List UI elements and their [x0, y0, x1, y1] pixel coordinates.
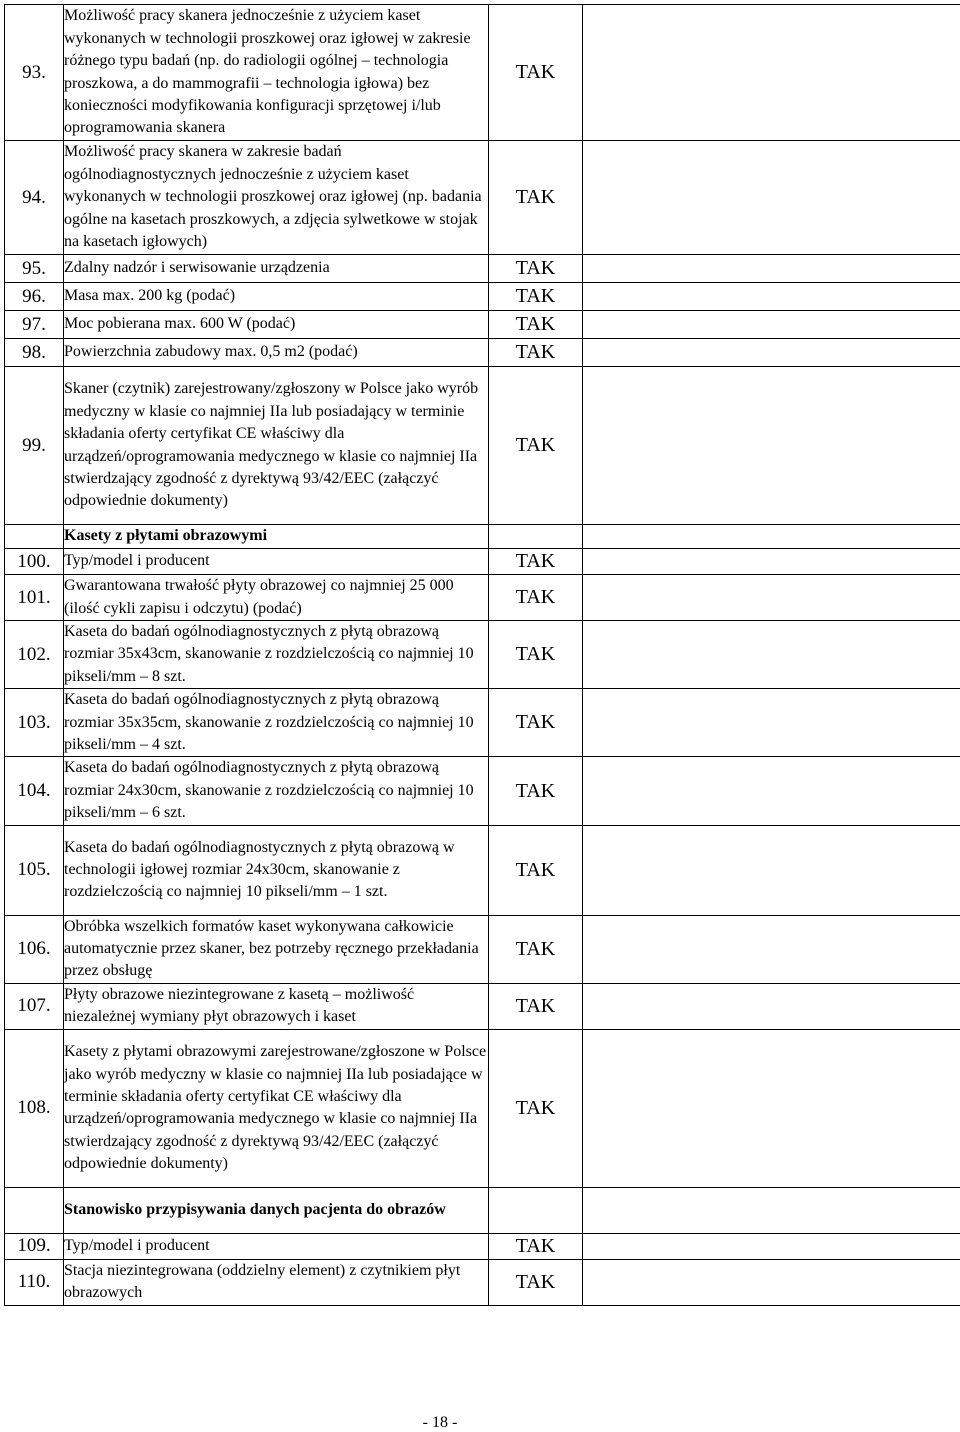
row-number: 104.	[5, 757, 64, 825]
row-description: Typ/model i producent	[64, 1233, 489, 1259]
empty-cell	[583, 141, 960, 255]
table-row	[5, 689, 960, 757]
row-number: 108.	[5, 1029, 64, 1187]
empty-cell	[583, 255, 960, 283]
empty-cell	[5, 1187, 64, 1233]
row-description: Masa max. 200 kg (podać)	[64, 283, 489, 311]
table-row	[5, 983, 960, 1029]
empty-cell	[583, 983, 960, 1029]
row-value: TAK	[489, 5, 583, 141]
empty-cell	[583, 339, 960, 367]
row-value: TAK	[489, 689, 583, 757]
row-description: Gwarantowana trwałość płyty obrazowej co najmniej 25 000 (ilość cykli zapisu i odczytu) (podać)	[64, 575, 489, 621]
row-number: 105.	[5, 825, 64, 915]
row-value: TAK	[489, 915, 583, 983]
empty-cell	[583, 1259, 960, 1305]
row-description: Obróbka wszelkich formatów kaset wykonywana całkowicie automatycznie przez skaner, bez potrzeby ręcznego przekładania przez obsługę	[64, 915, 489, 983]
row-description: Możliwość pracy skanera w zakresie badań ogólnodiagnostycznych jednocześnie z użyciem kaset wykonanych w technologii proszkowej oraz igłowej (np. badania ogólne na kasetach proszkowych, a zdjęcia sylwetkowe w stojak na kasetach igłowych)	[64, 141, 489, 255]
row-number: 106.	[5, 915, 64, 983]
section-row	[5, 525, 960, 549]
section-heading: Stanowisko przypisywania danych pacjenta do obrazów	[64, 1187, 489, 1233]
table-row	[5, 339, 960, 367]
row-number: 97.	[5, 311, 64, 339]
row-description: Powierzchnia zabudowy max. 0,5 m2 (podać)	[64, 339, 489, 367]
empty-cell	[583, 621, 960, 689]
row-number: 107.	[5, 983, 64, 1029]
row-description: Moc pobierana max. 600 W (podać)	[64, 311, 489, 339]
row-description: Zdalny nadzór i serwisowanie urządzenia	[64, 255, 489, 283]
empty-cell	[583, 5, 960, 141]
row-value: TAK	[489, 283, 583, 311]
table-row	[5, 255, 960, 283]
empty-cell	[489, 525, 583, 549]
empty-cell	[583, 525, 960, 549]
row-number: 103.	[5, 689, 64, 757]
table-row	[5, 575, 960, 621]
row-number: 98.	[5, 339, 64, 367]
table-row	[5, 141, 960, 255]
row-number: 93.	[5, 5, 64, 141]
empty-cell	[5, 525, 64, 549]
table-row	[5, 825, 960, 915]
empty-cell	[489, 1187, 583, 1233]
empty-cell	[583, 549, 960, 575]
empty-cell	[583, 757, 960, 825]
row-value: TAK	[489, 1259, 583, 1305]
table-row	[5, 915, 960, 983]
row-value: TAK	[489, 255, 583, 283]
row-value: TAK	[489, 141, 583, 255]
row-description: Możliwość pracy skanera jednocześnie z użyciem kaset wykonanych w technologii proszkowej oraz igłowej w zakresie różnego typu badań (np. do radiologii ogólnej – technologia proszkowa, a do mammografii – technologia igłowa) bez konieczności modyfikowania konfiguracji sprzętowej i/lub oprogramowania skanera	[64, 5, 489, 141]
row-number: 96.	[5, 283, 64, 311]
row-value: TAK	[489, 339, 583, 367]
row-number: 100.	[5, 549, 64, 575]
row-value: TAK	[489, 825, 583, 915]
section-heading: Kasety z płytami obrazowymi	[64, 525, 489, 549]
table-row	[5, 283, 960, 311]
row-value: TAK	[489, 1233, 583, 1259]
row-value: TAK	[489, 367, 583, 525]
row-number: 109.	[5, 1233, 64, 1259]
row-number: 110.	[5, 1259, 64, 1305]
row-description: Stacja niezintegrowana (oddzielny element) z czytnikiem płyt obrazowych	[64, 1259, 489, 1305]
row-description: Kaseta do badań ogólnodiagnostycznych z płytą obrazową rozmiar 24x30cm, skanowanie z rozdzielczością co najmniej 10 pikseli/mm – 6 szt.	[64, 757, 489, 825]
table-row	[5, 1259, 960, 1305]
row-description: Skaner (czytnik) zarejestrowany/zgłoszony w Polsce jako wyrób medyczny w klasie co najmniej IIa lub posiadający w terminie składania oferty certyfikat CE właściwy dla urządzeń/oprogramowania medycznego w klasie co najmniej IIa stwierdzający zgodność z dyrektywą 93/42/EEC (załączyć odpowiednie dokumenty)	[64, 367, 489, 525]
page-number: - 18 -	[0, 1414, 880, 1432]
empty-cell	[583, 1233, 960, 1259]
table-row	[5, 367, 960, 525]
row-description: Typ/model i producent	[64, 549, 489, 575]
table-row	[5, 5, 960, 141]
table-row	[5, 1029, 960, 1187]
row-value: TAK	[489, 311, 583, 339]
empty-cell	[583, 575, 960, 621]
row-description: Kaseta do badań ogólnodiagnostycznych z płytą obrazową rozmiar 35x43cm, skanowanie z rozdzielczością co najmniej 10 pikseli/mm – 8 szt.	[64, 621, 489, 689]
row-value: TAK	[489, 621, 583, 689]
row-number: 99.	[5, 367, 64, 525]
row-number: 95.	[5, 255, 64, 283]
row-description: Kaseta do badań ogólnodiagnostycznych z płytą obrazową rozmiar 35x35cm, skanowanie z rozdzielczością co najmniej 10 pikseli/mm – 4 szt.	[64, 689, 489, 757]
table-row	[5, 621, 960, 689]
row-value: TAK	[489, 1029, 583, 1187]
row-description: Kasety z płytami obrazowymi zarejestrowane/zgłoszone w Polsce jako wyrób medyczny w klasie co najmniej IIa lub posiadające w terminie składania oferty certyfikat CE właściwy dla urządzeń/oprogramowania medycznego w klasie co najmniej IIa stwierdzający zgodność z dyrektywą 93/42/EEC (załączyć odpowiednie dokumenty)	[64, 1029, 489, 1187]
table-row	[5, 1233, 960, 1259]
table-row	[5, 757, 960, 825]
row-description: Kaseta do badań ogólnodiagnostycznych z płytą obrazową w technologii igłowej rozmiar 24x30cm, skanowanie z rozdzielczością co najmniej 10 pikseli/mm – 1 szt.	[64, 825, 489, 915]
specification-table	[4, 4, 960, 1306]
row-number: 94.	[5, 141, 64, 255]
empty-cell	[583, 825, 960, 915]
empty-cell	[583, 367, 960, 525]
row-value: TAK	[489, 575, 583, 621]
section-row	[5, 1187, 960, 1233]
row-number: 102.	[5, 621, 64, 689]
row-value: TAK	[489, 757, 583, 825]
empty-cell	[583, 1029, 960, 1187]
table-row	[5, 311, 960, 339]
row-value: TAK	[489, 983, 583, 1029]
row-number: 101.	[5, 575, 64, 621]
row-value: TAK	[489, 549, 583, 575]
row-description: Płyty obrazowe niezintegrowane z kasetą – możliwość niezależnej wymiany płyt obrazowych i kaset	[64, 983, 489, 1029]
empty-cell	[583, 311, 960, 339]
empty-cell	[583, 915, 960, 983]
empty-cell	[583, 1187, 960, 1233]
table-row	[5, 549, 960, 575]
empty-cell	[583, 689, 960, 757]
empty-cell	[583, 283, 960, 311]
